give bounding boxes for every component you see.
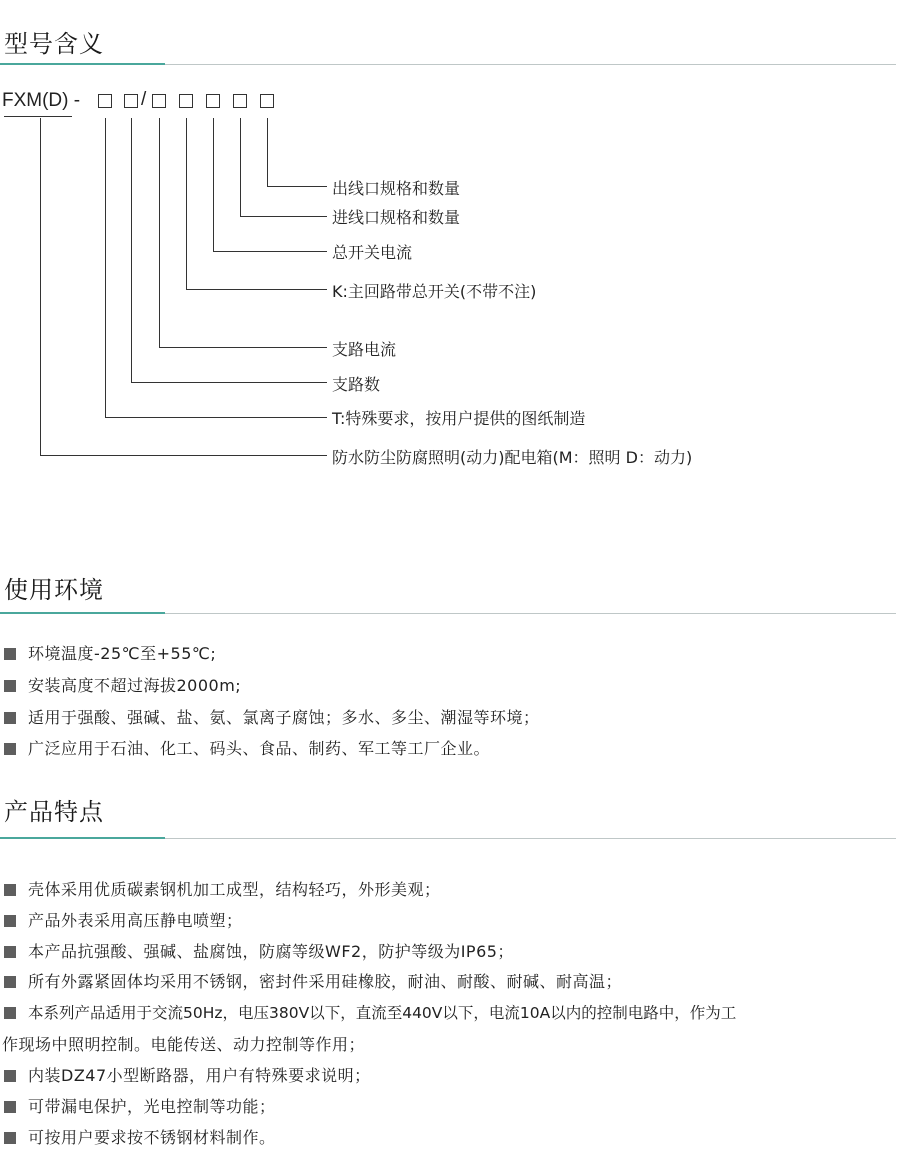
divider-accent <box>0 612 165 614</box>
model-code-underline <box>4 116 72 117</box>
bullet-square-icon <box>4 976 16 988</box>
list-item-continuation: 作现场中照明控制。电能传送、动力控制等作用； <box>2 1035 366 1054</box>
bullet-square-icon <box>4 680 16 692</box>
model-desc-item: T:特殊要求，按用户提供的图纸制造 <box>332 409 586 428</box>
leader-vertical <box>131 118 132 382</box>
model-desc-item: 支路数 <box>332 375 381 394</box>
code-box-3 <box>152 94 166 108</box>
leader-horizontal <box>131 382 327 383</box>
bullet-square-icon <box>4 1007 16 1019</box>
section-title-model: 型号含义 <box>4 30 104 58</box>
code-box-2 <box>124 94 138 108</box>
bullet-square-icon <box>4 743 16 755</box>
bullet-square-icon <box>4 1070 16 1082</box>
list-item: 可按用户要求按不锈钢材料制作。 <box>4 1125 276 1148</box>
bullet-square-icon <box>4 915 16 927</box>
code-box-6 <box>233 94 247 108</box>
divider-accent <box>0 63 165 65</box>
model-desc-item: 总开关电流 <box>332 243 413 262</box>
bullet-square-icon <box>4 884 16 896</box>
code-box-7 <box>260 94 274 108</box>
list-item: 环境温度-25℃至+55℃; <box>4 641 216 664</box>
leader-vertical <box>240 118 241 216</box>
list-item: 产品外表采用高压静电喷塑； <box>4 908 243 931</box>
section-title-features: 产品特点 <box>4 798 104 826</box>
code-slash: / <box>141 89 147 110</box>
divider-accent <box>0 837 165 839</box>
list-item: 本产品抗强酸、强碱、盐腐蚀，防腐等级WF2，防护等级为IP65； <box>4 939 514 962</box>
code-box-1 <box>98 94 112 108</box>
leader-vertical <box>105 118 106 417</box>
list-item: 所有外露紧固体均采用不锈钢，密封件采用硅橡胶，耐油、耐酸、耐碱、耐高温； <box>4 969 622 992</box>
bullet-square-icon <box>4 1101 16 1113</box>
section-title-environment: 使用环境 <box>4 576 104 604</box>
code-box-5 <box>206 94 220 108</box>
bullet-square-icon <box>4 712 16 724</box>
leader-vertical <box>186 118 187 289</box>
leader-vertical <box>40 118 41 455</box>
leader-vertical <box>213 118 214 251</box>
bullet-square-icon <box>4 1132 16 1144</box>
model-code-prefix: FXM(D) - <box>2 90 81 111</box>
list-item: 内装DZ47小型断路器，用户有特殊要求说明； <box>4 1063 371 1086</box>
model-desc-item: 支路电流 <box>332 340 397 359</box>
bullet-square-icon <box>4 946 16 958</box>
model-desc-item: 防水防尘防腐照明(动力)配电箱(M：照明 D：动力) <box>332 448 693 467</box>
model-desc-item: K:主回路带总开关(不带不注) <box>332 282 537 301</box>
list-item: 本系列产品适用于交流50Hz，电压380V以下，直流至440V以下，电流10A以内的控制电路中，作为工 <box>4 1001 736 1023</box>
leader-vertical <box>267 118 268 186</box>
leader-horizontal <box>240 216 327 217</box>
leader-horizontal <box>159 347 327 348</box>
leader-horizontal <box>267 186 327 187</box>
leader-vertical <box>159 118 160 347</box>
leader-horizontal <box>105 417 327 418</box>
bullet-square-icon <box>4 648 16 660</box>
list-item: 壳体采用优质碳素钢机加工成型，结构轻巧，外形美观； <box>4 877 441 900</box>
leader-horizontal <box>186 289 327 290</box>
model-desc-item: 进线口规格和数量 <box>332 208 461 227</box>
code-box-4 <box>179 94 193 108</box>
model-desc-item: 出线口规格和数量 <box>332 179 461 198</box>
list-item: 适用于强酸、强碱、盐、氨、氯离子腐蚀；多水、多尘、潮湿等环境； <box>4 705 540 728</box>
list-item: 可带漏电保护，光电控制等功能； <box>4 1094 276 1117</box>
list-item: 广泛应用于石油、化工、码头、食品、制药、军工等工厂企业。 <box>4 736 490 759</box>
list-item: 安装高度不超过海拔2000m; <box>4 673 241 696</box>
leader-horizontal <box>40 455 327 456</box>
leader-horizontal <box>213 251 327 252</box>
